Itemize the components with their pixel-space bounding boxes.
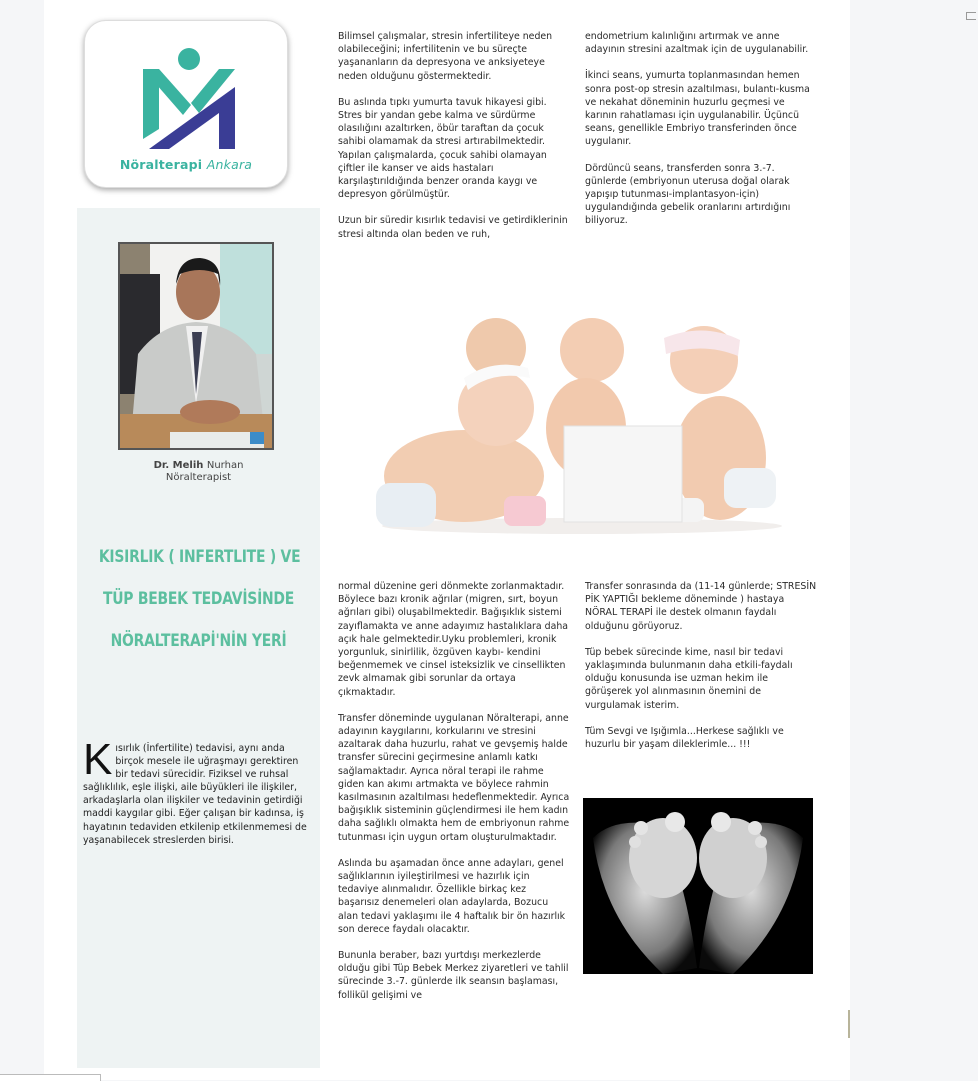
paragraph: Bu aslında tıpkı yumurta tavuk hikayesi gibi. Stres bir yandan gebe kalma ve sürdürme olasılığını azaltırken, öbür taraftan da çocuk sahibi olamamak da stresi artırabilmektedir. Yapılan çalışmalarda, çocuk sahibi olamayan çiftler ile kanser ve aids hastaları karşılaştırıldığında benzer oranda kaygı ve depresyon görülmüştür.: [338, 96, 547, 201]
author-caption: [77, 460, 320, 484]
paragraph: Transfer sonrasında da (11-14 günlerde; STRESİN PİK YAPTIĞI bekleme döneminde ) hastaya NÖRAL TERAPİ ile destek olmanın faydalı olduğunu görüyoruz.: [585, 581, 817, 632]
author-title: Nöralterapist: [165, 472, 232, 483]
paragraph: Bilimsel çalışmalar, stresin infertiliteye neden olabileceğini; infertilitenin ve bu süreçte yaşananların da depresyona ve anksiyeteye neden olduğunu göstermektedir.: [338, 31, 553, 82]
paragraph: Tüp bebek sürecinde kime, nasıl bir tedavi yaklaşımında bulunmanın daha etkili-faydalı olduğu konusunda ise uzman hekim ile görüşerek yol alınmasının önemini de vurgulamak isterim.: [585, 646, 793, 711]
intro-paragraph: [83, 735, 307, 847]
headline-line-3: NÖRALTERAPİ'NİN YERİ: [110, 631, 287, 651]
corner-bookmark-icon: [966, 12, 976, 20]
baby-feet-heart-photo: [583, 798, 813, 974]
article-headline: [77, 536, 320, 662]
paragraph: normal düzenine geri dönmekte zorlanmaktadır. Böylece bazı kronik ağrılar (migren, sırt, boyun ağrıları gibi) oluşabilmektedir. Bağışıklık sistemi zayıflamakta ve anne adayımız hastalıklara daha açık hale gelmektedir.Uyku problemleri, kronik yorgunluk, sinirlilik, özgüven kaybı- kendini beğenmemek ve cinsel isteksizlik ve cinsellikten zevk almamak gibi sorunlar da ortaya çıkmaktadır.: [338, 581, 569, 698]
paragraph: Bununla beraber, bazı yurtdışı merkezlerde olduğu gibi Tüp Bebek Merkez ziyaretleri ve tahlil sürecinde 3.-7. günlerde ilk seansın başlaması, follikül gelişimi ve: [338, 950, 569, 1001]
drop-cap: K: [83, 735, 113, 784]
author-last-name: Nurhan: [206, 460, 244, 471]
logo-wordmark: [85, 157, 287, 172]
author-photo: [118, 242, 274, 450]
logo-mark-icon: [143, 47, 235, 149]
author-first-name: Dr. Melih: [153, 460, 204, 471]
logo-card: [84, 20, 288, 188]
column-1-top: [338, 30, 570, 254]
paragraph: Tüm Sevgi ve Işığımla...Herkese sağlıklı ve huzurlu bir yaşam dileklerimle... !!!: [585, 725, 784, 751]
paragraph: endometrium kalınlığını artırmak ve anne adayının stresini azaltmak için de uygulanabilir.: [585, 31, 809, 56]
column-1-bottom: [338, 580, 570, 1015]
headline-line-1: KISIRLIK ( INFERTLITE ) VE: [98, 547, 301, 567]
intro-text: ısırlık (İnfertilite) tedavisi, aynı anda birçok mesele ile uğraşmayı gerektiren bir tedavi sürecidir. Fiziksel ve ruhsal sağlıklılık, eşle ilişki, aile büyükleri ile ilişkiler, arkadaşlarla olan ilişkiler ve tedavinin getirdiği maddi kaygılar gibi. Eğer çalışan bir kadınsa, iş hayatının tedaviden etkilenip etkilenmemesi de yaşanabilecek streslerden birisi.: [83, 743, 307, 846]
column-2-top: [585, 30, 817, 241]
paragraph: Transfer döneminde uygulanan Nöralterapi, anne adayının kaygılarını, korkularını ve stresini azaltarak daha huzurlu, rahat ve gevşemiş halde transfer sürecini geçirmesine anlamlı katkı sağlamaktadır. Ayrıca nöral terapi ile rahme giden kan akımı artmakta ve böylece rahmin kasılmasının azaltılması hedeflenmektedir. Ayrıca bağışıklık sisteminin güçlendirmesi ile hem kadın daha sağlıklı olmakta hem de embriyonun rahme tutunması için uygun ortam oluşturulmaktadır.: [338, 712, 570, 843]
paragraph: Dördüncü seans, transferden sonra 3.-7. günlerde (embriyonun uterusa doğal olarak yapışıp tutunması-implantasyon-için) uygulandığında gebelik oranlarını artırdığını biliyoruz.: [585, 162, 791, 227]
logo-brand: Nöralterapi: [119, 157, 203, 172]
babies-laptop-photo: [364, 298, 800, 536]
paragraph: İkinci seans, yumurta toplanmasından hemen sonra post-op stresin azaltılması, bulantı-kusma ve nekahat döneminin huzurlu geçmesi ve karının rahatlaması için uygulanabilir. Üçüncü seans, genellikle Embriyo transferinden önce uygulanır.: [585, 70, 810, 148]
paragraph: Aslında bu aşamadan önce anne adayları, genel sağlıklarının iyileştirilmesi ve hazırlık için tedaviye alınmalıdır. Özellikle birkaç kez başarısız denemeleri olan adaylarda, Bozucu alan tedavi yaklaşımı ile 4 haftalık bir ön hazırlık son derece faydalı olacaktır.: [338, 857, 566, 935]
headline-line-2: TÜP BEBEK TEDAVİSİNDE: [102, 589, 295, 609]
column-2-bottom: [585, 580, 817, 764]
logo-city: Ankara: [206, 157, 253, 172]
page-edge-marker: [848, 1010, 850, 1038]
paragraph: Uzun bir süredir kısırlık tedavisi ve getirdiklerinin stresi altında olan beden ve ruh,: [338, 215, 568, 240]
